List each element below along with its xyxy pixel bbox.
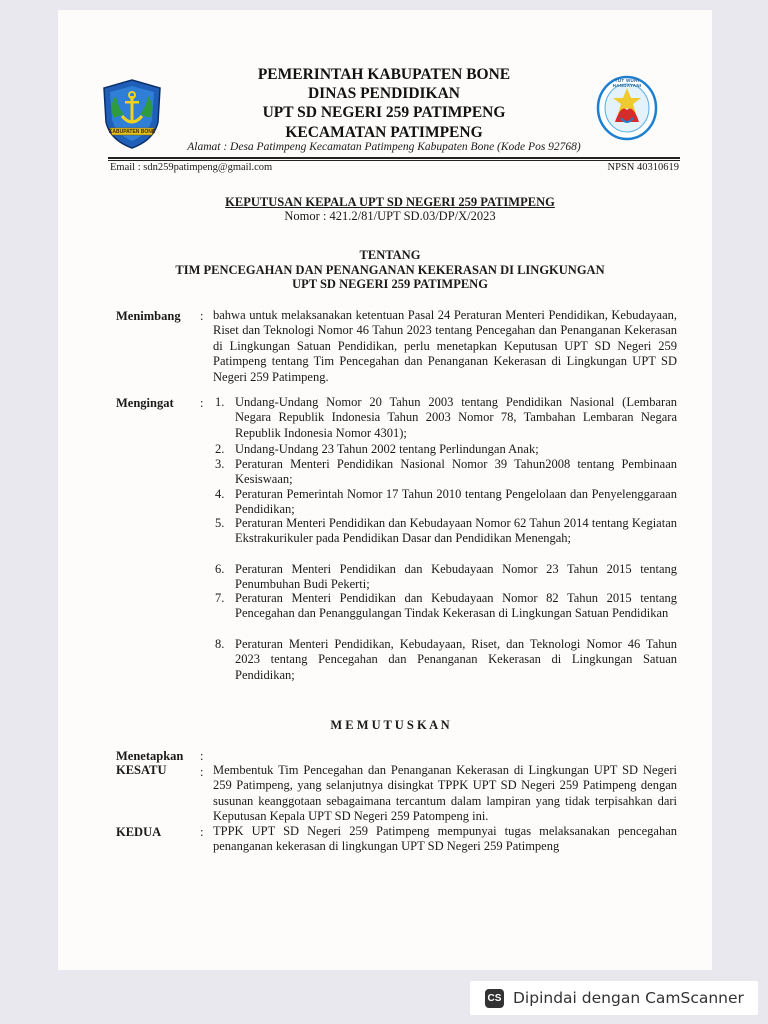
decree-subject-line1: TIM PENCEGAHAN DAN PENANGANAN KEKERASAN DI LINGKUNGAN [175,263,605,277]
mengingat-item-text: Peraturan Pemerintah Nomor 17 Tahun 2010 tentang Pengelolaan dan Penyelenggaraan Pendidikan; [235,487,677,517]
header-school: UPT SD NEGERI 259 PATIMPENG [262,104,506,121]
menimbang-text: bahwa untuk melaksanakan ketentuan Pasal 24 Peraturan Menteri Pendidikan, Kebudayaan, Riset dan Teknologi Nomor 46 Tahun 2023 tentang Pencegahan dan Penanganan Kekerasan di Lingkungan Satuan Pendidikan, perlu menetapkan Keputusan UPT SD Negeri 259 Patimpeng tentang Tim Pencegahan dan Penanganan Kekerasan di Lingkungan UPT SD Negeri 259 Patimpeng. [213,308,677,384]
camscanner-icon: CS [485,989,504,1008]
mengingat-item-number: 5. [215,516,225,530]
mengingat-item-text: Peraturan Menteri Pendidikan, Kebudayaan, Riset, dan Teknologi Nomor 46 Tahun 2023 tentang Pencegahan dan Penanganan Kekerasan di Lingkungan Satuan Pendidikan; [235,637,677,682]
mengingat-item-text: Undang-Undang 23 Tahun 2002 tentang Perlindungan Anak; [235,442,539,456]
mengingat-item-number: 2. [215,442,225,456]
mengingat-label: Mengingat [116,396,174,410]
menimbang-label: Menimbang [116,309,181,323]
left-logo-caption: KABUPATEN BONE [108,129,156,135]
mengingat-item-number: 6. [215,562,225,576]
header-government: PEMERINTAH KABUPATEN BONE [257,66,511,83]
memutuskan-heading: M E M U T U S K A N [330,718,450,732]
decree-number: Nomor : 421.2/81/UPT SD.03/DP/X/2023 [284,209,496,223]
mengingat-item-text: Peraturan Menteri Pendidikan dan Kebudayaan Nomor 62 Tahun 2014 tentang Kegiatan Ekstrakurikuler pada Pendidikan Dasar dan Pendidikan Menengah; [235,516,677,546]
header-department: DINAS PENDIDIKAN [307,85,460,102]
menetapkan-colon: : [200,749,204,763]
camscanner-text: Dipindai dengan CamScanner [513,989,744,1007]
header-district: KECAMATAN PATIMPENG [285,124,483,141]
kesatu-label: KESATU [116,763,167,777]
menetapkan-label: Menetapkan [116,749,184,763]
right-logo-caption: TUT WURI HANDAYANI [612,78,642,88]
mengingat-item-number: 3. [215,457,225,471]
header-address: Alamat : Desa Patimpeng Kecamatan Patimpeng Kabupaten Bone (Kode Pos 92768) [187,141,581,153]
mengingat-item-number: 1. [215,395,225,409]
header-npsn: NPSN 40310619 [607,162,679,173]
mengingat-colon: : [200,396,204,410]
kedua-colon: : [200,825,204,839]
kedua-label: KEDUA [116,825,162,839]
mengingat-item-text: Peraturan Menteri Pendidikan Nasional Nomor 39 Tahun2008 tentang Pembinaan Kesiswaan; [235,457,677,487]
mengingat-item-text: Peraturan Menteri Pendidikan dan Kebudayaan Nomor 82 Tahun 2015 tentang Pencegahan dan Penanggulangan Tindak Kekerasan di Lingkungan Satuan Pendidikan [235,591,677,621]
kedua-text: TPPK UPT SD Negeri 259 Patimpeng mempunyai tugas melaksanakan pencegahan penanganan kekerasan di lingkungan UPT SD Negeri 259 Patimpeng [213,824,677,854]
mengingat-item-number: 7. [215,591,225,605]
decree-title: KEPUTUSAN KEPALA UPT SD NEGERI 259 PATIMPENG [225,195,555,209]
mengingat-item-number: 8. [215,637,225,651]
header-email: Email : sdn259patimpeng@gmail.com [110,162,273,173]
menimbang-colon: : [200,309,204,323]
header-divider-thin [108,160,680,161]
decree-subject-line2: UPT SD NEGERI 259 PATIMPENG [292,277,488,291]
kesatu-text: Membentuk Tim Pencegahan dan Penanganan Kekerasan di Lingkungan UPT SD Negeri 259 Patimpeng, yang selanjutnya disingkat TPPK UPT SD Negeri 259 Patimpeng dengan susunan keanggotaan sebagaimana tercantum dalam lampiran yang tidak terpisahkan dari Keputusan Kepala UPT SD Negeri 259 Patompeng ini. [213,763,677,824]
decree-tentang: TENTANG [359,248,421,262]
mengingat-item-number: 4. [215,487,225,501]
camscanner-watermark [470,981,758,1015]
mengingat-item-text: Undang-Undang Nomor 20 Tahun 2003 tentang Pendidikan Nasional (Lembaran Negara Republik Indonesia Tahun 2003 Nomor 78, Tambahan Lembaran Negara Republik Indonesia Nomor 4301); [235,395,677,440]
header-divider [108,157,680,159]
mengingat-item-text: Peraturan Menteri Pendidikan dan Kebudayaan Nomor 23 Tahun 2015 tentang Penumbuhan Budi Pekerti; [235,562,677,592]
kesatu-colon: : [200,765,204,779]
